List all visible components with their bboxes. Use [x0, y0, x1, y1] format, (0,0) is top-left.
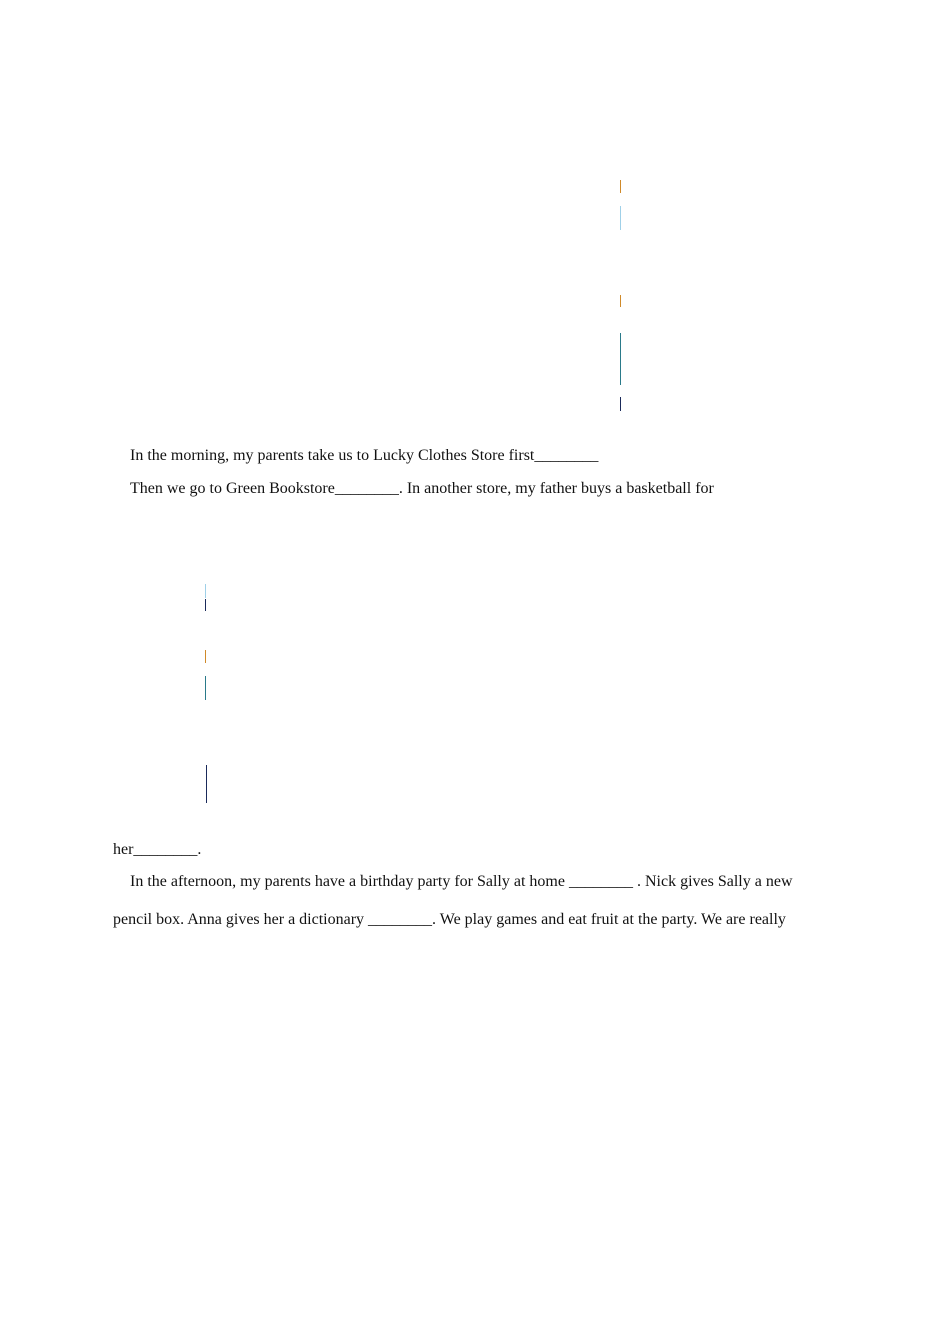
image-edge-mark: [620, 397, 621, 411]
passage-line-3: her________.: [113, 841, 202, 858]
image-edge-mark: [205, 650, 206, 663]
image-edge-mark: [205, 676, 206, 700]
image-edge-mark: [206, 765, 207, 803]
image-edge-mark: [205, 584, 206, 598]
image-edge-mark: [620, 206, 621, 230]
passage-line-1: In the morning, my parents take us to Lucky Clothes Store first________: [130, 447, 599, 464]
passage-line-5: pencil box. Anna gives her a dictionary ________. We play games and eat fruit at the party. We are really: [113, 911, 786, 928]
image-edge-mark: [620, 333, 621, 385]
passage-line-4: In the afternoon, my parents have a birthday party for Sally at home ________ . Nick gives Sally a new: [130, 873, 793, 890]
image-edge-mark: [620, 180, 621, 193]
image-edge-mark: [205, 599, 206, 611]
image-edge-mark: [620, 295, 621, 307]
passage-line-2: Then we go to Green Bookstore________. In another store, my father buys a basketball for: [130, 480, 714, 497]
